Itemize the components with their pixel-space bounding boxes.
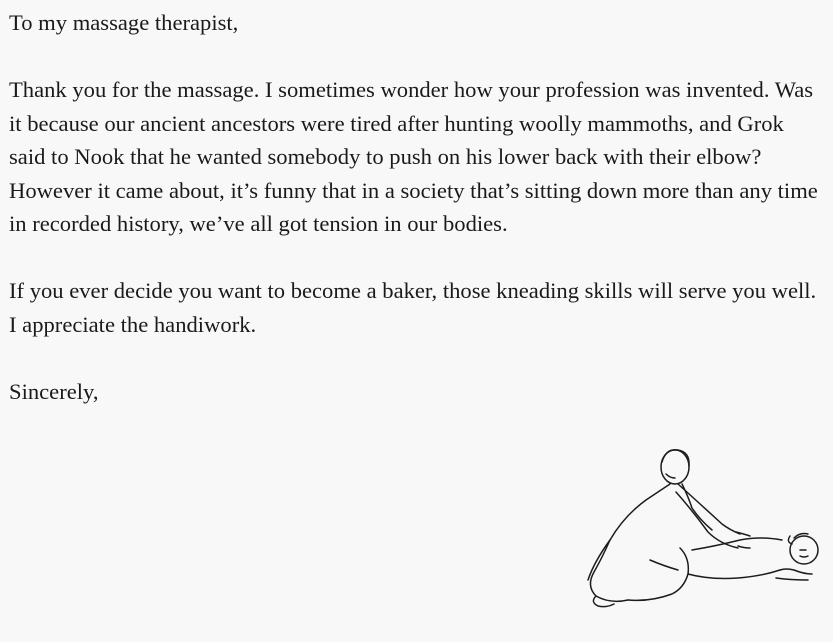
client-body-bottom <box>688 570 780 579</box>
letter-closing: Sincerely, <box>9 378 99 404</box>
therapist-back <box>588 484 670 580</box>
therapist-leg-back <box>590 540 628 601</box>
letter-body <box>9 6 824 408</box>
therapist-skirt-fold <box>650 560 678 570</box>
client-hair <box>788 534 808 545</box>
paragraph-spacer <box>9 40 824 74</box>
client-face <box>800 550 808 557</box>
paragraph-spacer <box>9 341 824 375</box>
therapist-face <box>666 474 675 478</box>
letter-salutation: To my massage therapist, <box>9 10 239 35</box>
therapist-arm-lower <box>676 492 738 548</box>
client-arm-lower <box>776 578 808 580</box>
letter-paragraph-2: If you ever decide you want to become a baker, those kneading skills will serve you well. I appreciate the handiwork. <box>9 278 817 337</box>
client-arm <box>780 569 812 574</box>
letter-paragraph-1: Thank you for the massage. I sometimes wonder how your profession was invented. Was it because our ancient ancestors were tired after hunting woolly mammoths, and Grok said to Nook that he wanted somebody to push on his lower back with their elbow? However it came about, it’s funny that in a society that’s sitting down more than any time in recorded history, we’ve all got tension in our bodies. <box>9 77 818 236</box>
paragraph-spacer <box>9 241 824 275</box>
massage-therapist-illustration <box>580 440 825 608</box>
therapist-hair <box>662 450 689 466</box>
massage-line-drawing <box>580 440 825 608</box>
therapist-leg-front <box>628 548 688 600</box>
